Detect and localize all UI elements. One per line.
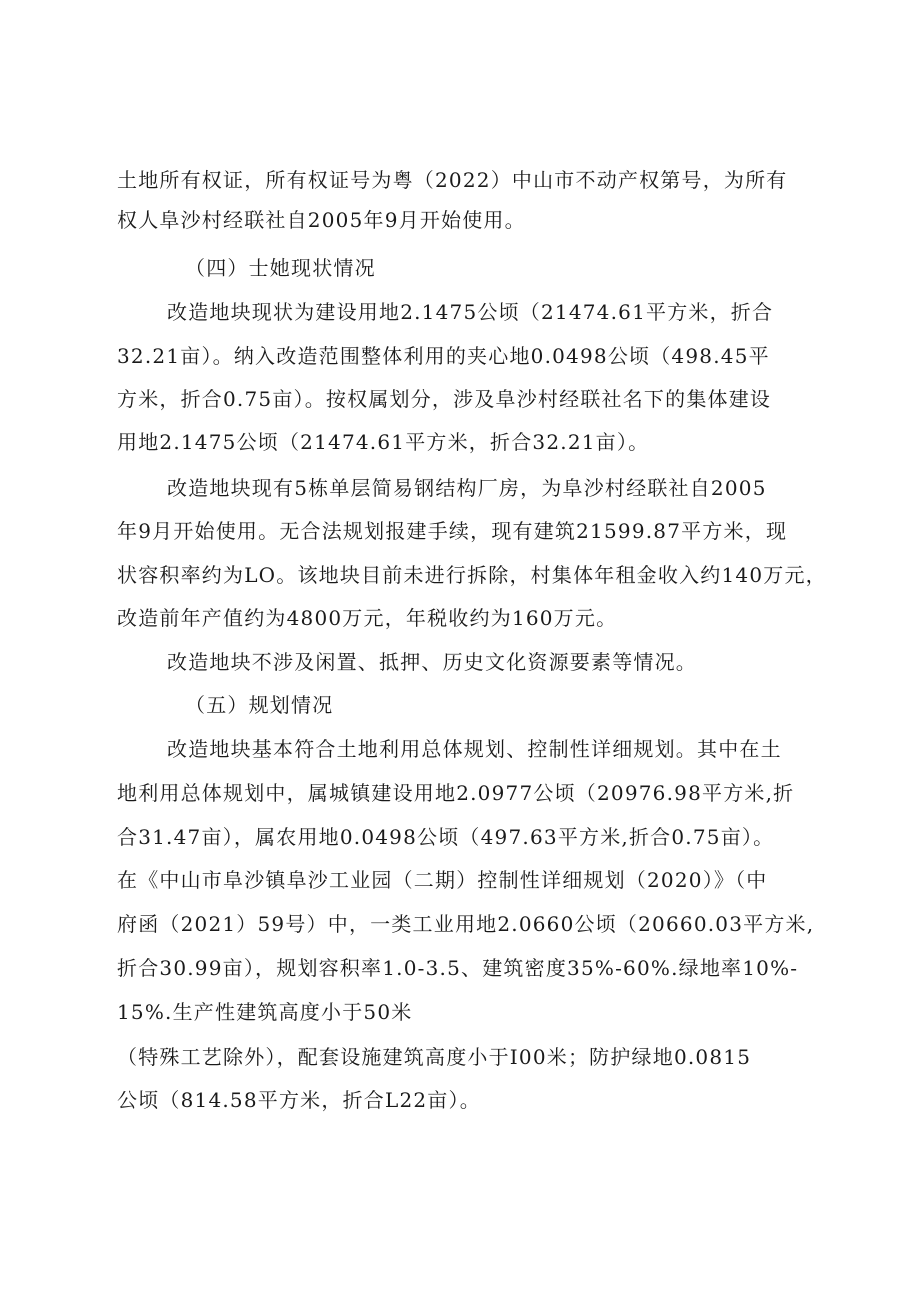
section-heading-4: （四）士她现状情况: [185, 256, 376, 280]
text-line: 改造地块不涉及闲置、抵押、历史文化资源要素等情况。: [167, 650, 697, 674]
text-line: 改造地块现有5栋单层简易钢结构厂房，为阜沙村经联社自2005: [167, 476, 767, 500]
text-line: 状容积率约为LO。该地块目前未进行拆除，村集体年租金收入约140万元，: [117, 563, 827, 587]
text-line: 府函（2021）59号）中，一类工业用地2.0660公顷（20660.03平方米,: [117, 912, 815, 936]
text-line: 地利用总体规划中，属城镇建设用地2.0977公顷（20976.98平方米,折: [117, 781, 795, 805]
text-line: 改造前年产值约为4800万元，年税收约为160万元。: [117, 606, 618, 630]
text-line: 在《中山市阜沙镇阜沙工业园（二期）控制性详细规划（2020）》（中: [117, 868, 768, 892]
text-line: 32.21亩）。纳入改造范围整体利用的夹心地0.0498公顷（498.45平: [117, 344, 770, 368]
text-line: 改造地块基本符合土地利用总体规划、控制性详细规划。其中在土: [167, 737, 782, 761]
text-line: 方米，折合0.75亩）。按权属划分，涉及阜沙村经联社名下的集体建设: [117, 387, 772, 411]
section-heading-5: （五）规划情况: [185, 693, 334, 717]
text-line: 改造地块现状为建设用地2.1475公顷（21474.61平方米，折合: [167, 300, 774, 324]
text-line: 公顷（814.58平方米，折合L22亩）。: [117, 1088, 481, 1112]
text-line: 年9月开始使用。无合法规划报建手续，现有建筑21599.87平方米，现: [117, 519, 788, 543]
text-line: （特殊工艺除外），配套设施建筑高度小于I00米；防护绿地0.0815: [117, 1045, 752, 1069]
text-line: 折合30.99亩），规划容积率1.0-3.5、建筑密度35%-60%.绿地率10%-: [117, 956, 799, 980]
text-line: 用地2.1475公顷（21474.61平方米，折合32.21亩）。: [117, 430, 650, 454]
text-line: 合31.47亩），属农用地0.0498公顷（497.63平方米,折合0.75亩）。: [117, 825, 775, 849]
text-line: 15%.生产性建筑高度小于50米: [117, 1000, 413, 1024]
text-line: 权人阜沙村经联社自2005年9月开始使用。: [117, 208, 526, 232]
text-line: 土地所有权证，所有权证号为粤（2022）中山市不动产权第号，为所有: [117, 168, 788, 192]
